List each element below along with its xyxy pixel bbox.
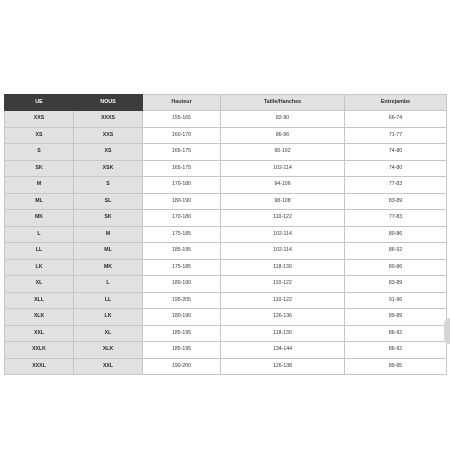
table-row	[5, 226, 447, 243]
table-row	[5, 177, 447, 194]
header-entrejambe: Entrejambe	[345, 95, 447, 111]
waist-hip-cell: 90-102	[221, 144, 345, 161]
waist-hip-cell: 102-114	[221, 160, 345, 177]
waist-hip-cell: 126-138	[221, 358, 345, 375]
table-row	[5, 243, 447, 260]
inseam-cell: 71-77	[345, 127, 447, 144]
us-size-cell: XS	[74, 144, 143, 161]
us-size-cell: XL	[74, 325, 143, 342]
header-ue: UE	[5, 95, 74, 111]
height-cell: 190-200	[143, 358, 221, 375]
table-row	[5, 309, 447, 326]
height-cell: 180-190	[143, 193, 221, 210]
inseam-cell: 74-80	[345, 160, 447, 177]
inseam-cell: 89-95	[345, 358, 447, 375]
table-row	[5, 144, 447, 161]
scroll-handle[interactable]	[444, 318, 450, 344]
table-row	[5, 276, 447, 293]
height-cell: 155-165	[143, 111, 221, 128]
table-row	[5, 193, 447, 210]
us-size-cell: XXXS	[74, 111, 143, 128]
waist-hip-cell: 118-130	[221, 325, 345, 342]
waist-hip-cell: 118-130	[221, 259, 345, 276]
ue-size-cell: ML	[5, 193, 74, 210]
inseam-cell: 91-96	[345, 292, 447, 309]
inseam-cell: 80-86	[345, 226, 447, 243]
inseam-cell: 80-86	[345, 259, 447, 276]
waist-hip-cell: 110-122	[221, 292, 345, 309]
us-size-cell: SK	[74, 210, 143, 227]
us-size-cell: LK	[74, 309, 143, 326]
height-cell: 170-180	[143, 210, 221, 227]
ue-size-cell: XLL	[5, 292, 74, 309]
waist-hip-cell: 82-90	[221, 111, 345, 128]
header-nous: NOUS	[74, 95, 143, 111]
us-size-cell: L	[74, 276, 143, 293]
size-chart-table	[4, 94, 447, 375]
table-row	[5, 292, 447, 309]
height-cell: 175-185	[143, 226, 221, 243]
waist-hip-cell: 86-96	[221, 127, 345, 144]
waist-hip-cell: 110-122	[221, 276, 345, 293]
waist-hip-cell: 98-108	[221, 193, 345, 210]
header-hauteur: Hauteur	[143, 95, 221, 111]
ue-size-cell: XXS	[5, 111, 74, 128]
ue-size-cell: XXL	[5, 325, 74, 342]
us-size-cell: M	[74, 226, 143, 243]
waist-hip-cell: 134-144	[221, 342, 345, 359]
ue-size-cell: LL	[5, 243, 74, 260]
height-cell: 165-175	[143, 144, 221, 161]
us-size-cell: XSK	[74, 160, 143, 177]
height-cell: 180-190	[143, 276, 221, 293]
inseam-cell: 74-80	[345, 144, 447, 161]
waist-hip-cell: 102-114	[221, 226, 345, 243]
table-row	[5, 358, 447, 375]
waist-hip-cell: 126-136	[221, 309, 345, 326]
inseam-cell: 77-83	[345, 177, 447, 194]
height-cell: 175-185	[143, 259, 221, 276]
ue-size-cell: L	[5, 226, 74, 243]
table-row	[5, 160, 447, 177]
table-row	[5, 259, 447, 276]
inseam-cell: 86-92	[345, 243, 447, 260]
inseam-cell: 89-89	[345, 309, 447, 326]
size-chart-header	[5, 95, 447, 111]
table-row	[5, 210, 447, 227]
ue-size-cell: S	[5, 144, 74, 161]
ue-size-cell: M	[5, 177, 74, 194]
height-cell: 160-170	[143, 127, 221, 144]
us-size-cell: S	[74, 177, 143, 194]
height-cell: 185-195	[143, 342, 221, 359]
table-row	[5, 111, 447, 128]
inseam-cell: 77-83	[345, 210, 447, 227]
waist-hip-cell: 94-106	[221, 177, 345, 194]
us-size-cell: SL	[74, 193, 143, 210]
header-taille-hanches: Taille/Hanches	[221, 95, 345, 111]
waist-hip-cell: 110-122	[221, 210, 345, 227]
ue-size-cell: XXLK	[5, 342, 74, 359]
table-row	[5, 325, 447, 342]
us-size-cell: MK	[74, 259, 143, 276]
header-row	[5, 95, 447, 111]
height-cell: 170-180	[143, 177, 221, 194]
ue-size-cell: LK	[5, 259, 74, 276]
ue-size-cell: XLK	[5, 309, 74, 326]
height-cell: 165-175	[143, 160, 221, 177]
size-chart-body	[5, 111, 447, 375]
inseam-cell: 83-89	[345, 193, 447, 210]
height-cell: 195-205	[143, 292, 221, 309]
inseam-cell: 86-92	[345, 342, 447, 359]
us-size-cell: XXL	[74, 358, 143, 375]
table-row	[5, 342, 447, 359]
us-size-cell: LL	[74, 292, 143, 309]
table-row	[5, 127, 447, 144]
ue-size-cell: XXXL	[5, 358, 74, 375]
ue-size-cell: SK	[5, 160, 74, 177]
waist-hip-cell: 102-114	[221, 243, 345, 260]
inseam-cell: 86-92	[345, 325, 447, 342]
ue-size-cell: MK	[5, 210, 74, 227]
ue-size-cell: XL	[5, 276, 74, 293]
height-cell: 185-195	[143, 243, 221, 260]
inseam-cell: 83-89	[345, 276, 447, 293]
us-size-cell: XLK	[74, 342, 143, 359]
height-cell: 180-190	[143, 309, 221, 326]
ue-size-cell: XS	[5, 127, 74, 144]
height-cell: 185-195	[143, 325, 221, 342]
inseam-cell: 66-74	[345, 111, 447, 128]
us-size-cell: ML	[74, 243, 143, 260]
us-size-cell: XXS	[74, 127, 143, 144]
